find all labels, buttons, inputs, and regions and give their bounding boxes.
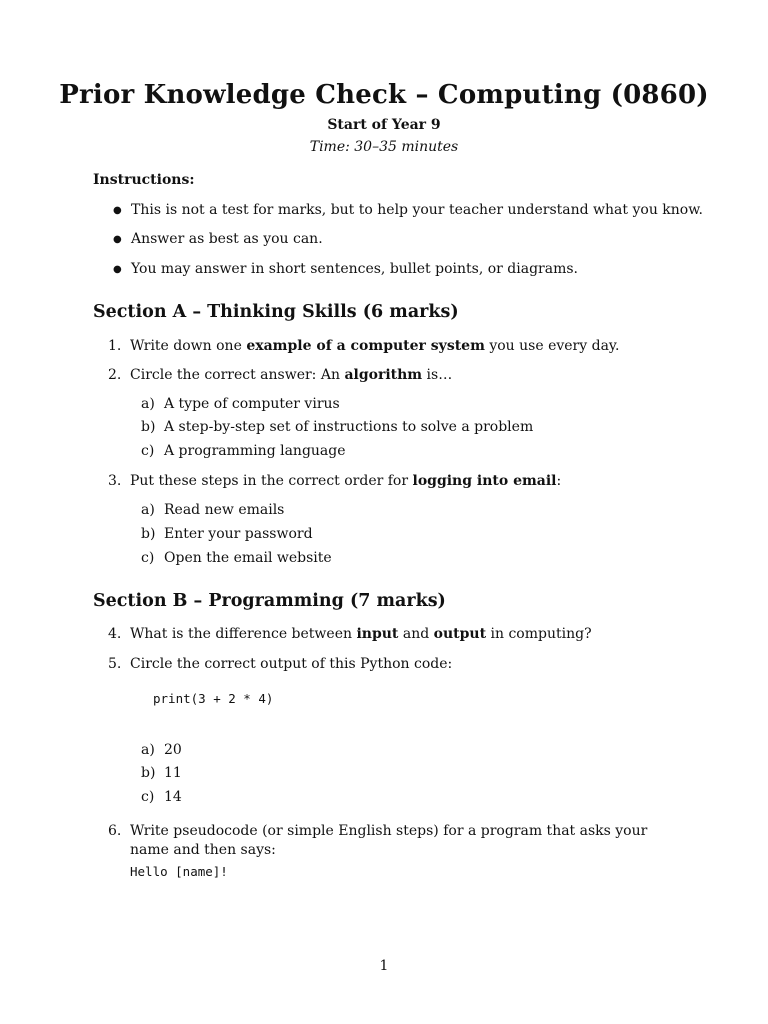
question-4: 4. What is the difference between input and output in computing? bbox=[108, 626, 592, 642]
instruction-item: ● This is not a test for marks, but to help your teacher understand what you know. bbox=[113, 202, 703, 218]
section-a-heading: Section A – Thinking Skills (6 marks) bbox=[93, 302, 459, 322]
instructions-heading: Instructions: bbox=[93, 172, 195, 188]
instruction-item: ● You may answer in short sentences, bullet points, or diagrams. bbox=[113, 261, 578, 277]
python-code-snippet: print(3 + 2 * 4) bbox=[153, 691, 274, 706]
question-3-option: b) Enter your password bbox=[141, 526, 313, 542]
time-allowance: Time: 30–35 minutes bbox=[309, 139, 459, 155]
question-3-option: c) Open the email website bbox=[141, 550, 332, 566]
question-6: 6. Write pseudocode (or simple English steps) for a program that asks your name and then says: bbox=[108, 823, 648, 858]
question-3-option: a) Read new emails bbox=[141, 502, 285, 518]
question-1: 1. Write down one example of a computer system you use every day. bbox=[108, 338, 620, 354]
page-number: 1 bbox=[379, 958, 389, 974]
question-5-option: a) 20 bbox=[141, 742, 182, 758]
question-2: 2. Circle the correct answer: An algorithm is… bbox=[108, 367, 453, 383]
question-5-option: c) 14 bbox=[141, 789, 182, 805]
question-2-option: c) A programming language bbox=[141, 443, 346, 459]
section-b-heading: Section B – Programming (7 marks) bbox=[93, 591, 446, 611]
page-title: Prior Knowledge Check – Computing (0860) bbox=[59, 80, 709, 110]
question-2-option: a) A type of computer virus bbox=[141, 396, 340, 412]
bullet-icon: ● bbox=[113, 205, 122, 216]
bullet-icon: ● bbox=[113, 234, 122, 245]
question-5: 5. Circle the correct output of this Python code: bbox=[108, 656, 453, 672]
pseudocode-output-example: Hello [name]! bbox=[130, 864, 228, 879]
page-subtitle: Start of Year 9 bbox=[327, 117, 441, 133]
bullet-icon: ● bbox=[113, 264, 122, 275]
question-2-option: b) A step-by-step set of instructions to solve a problem bbox=[141, 419, 534, 435]
question-5-option: b) 11 bbox=[141, 765, 182, 781]
question-3: 3. Put these steps in the correct order for logging into email: bbox=[108, 473, 562, 489]
instruction-item: ● Answer as best as you can. bbox=[113, 231, 323, 247]
